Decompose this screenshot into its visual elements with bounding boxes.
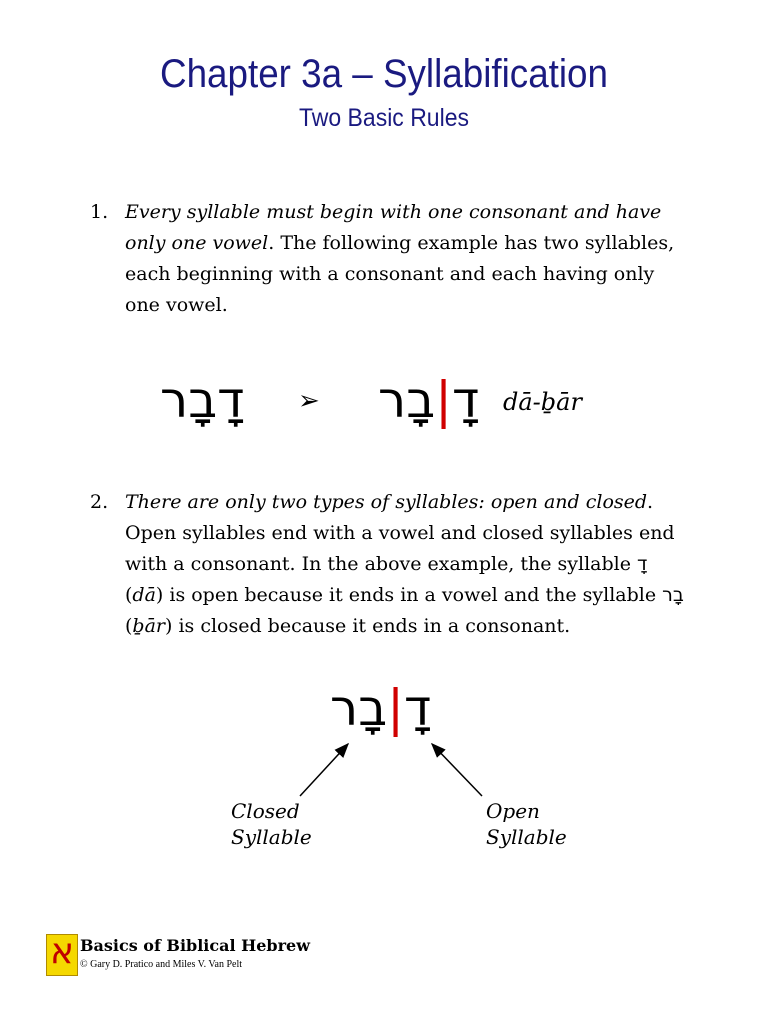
closed-label-line-1: Closed: [231, 799, 300, 823]
open-syllable-label: [486, 798, 567, 850]
open-label-line-1: Open: [486, 799, 540, 823]
page-title: Chapter 3a – Syllabification: [159, 52, 608, 96]
rule-2-translit-a: dā: [132, 584, 156, 606]
rule-2-text-a: . Open syllables end with a vowel and closed syllables end with a consonant. In the above example, the syllable: [125, 491, 675, 575]
open-label-line-2: Syllable: [486, 825, 567, 849]
rule-2-italic: There are only two types of syllables: open and closed: [125, 491, 648, 513]
rule-2-number: 2.: [90, 491, 109, 513]
rule-1-number: 1.: [90, 201, 109, 223]
arrow-icon: ➢: [298, 386, 320, 416]
aleph-logo: [46, 931, 78, 976]
closed-syllable-label: [231, 798, 312, 850]
rule-2-hebrew-b: בָר: [662, 584, 684, 606]
aleph-logo-letter: א: [49, 931, 75, 972]
rule-2-text-e: ) is closed because it ends in a consonant.: [165, 615, 571, 637]
example-word: דָבָר: [160, 371, 245, 429]
rule-2-text-d: (: [125, 615, 133, 637]
footer-copyright: © Gary D. Pratico and Miles V. Van Pelt: [80, 959, 243, 970]
diagram-divider: |: [387, 679, 404, 737]
footer-title: Basics of Biblical Hebrew: [80, 936, 310, 955]
example-syllable-2: בָר: [378, 371, 436, 429]
closed-arrow: [300, 744, 348, 796]
rule-1-text: . The following example has two syllables, each beginning with a consonant and each having only one vowel.: [125, 232, 675, 316]
diagram-syllable-1: דָ: [404, 679, 432, 737]
example-syllable-1: דָ: [452, 371, 480, 429]
example-transliteration: dā-ḇār: [503, 388, 582, 416]
rule-2-text-b: (: [125, 584, 133, 606]
rule-2-text-c: ) is open because it ends in a vowel and the syllable: [155, 584, 663, 606]
syllable-divider: |: [435, 371, 452, 429]
page-subtitle: Two Basic Rules: [298, 104, 469, 132]
rule-2-translit-b: ḇār: [132, 615, 165, 637]
rule-2-hebrew-a: דָ: [637, 553, 648, 575]
rule-1-italic: Every syllable must begin with one consonant and have only one vowel: [125, 201, 662, 254]
closed-label-line-2: Syllable: [231, 825, 312, 849]
open-arrow: [432, 744, 482, 796]
diagram-syllable-2: בָר: [330, 679, 388, 737]
